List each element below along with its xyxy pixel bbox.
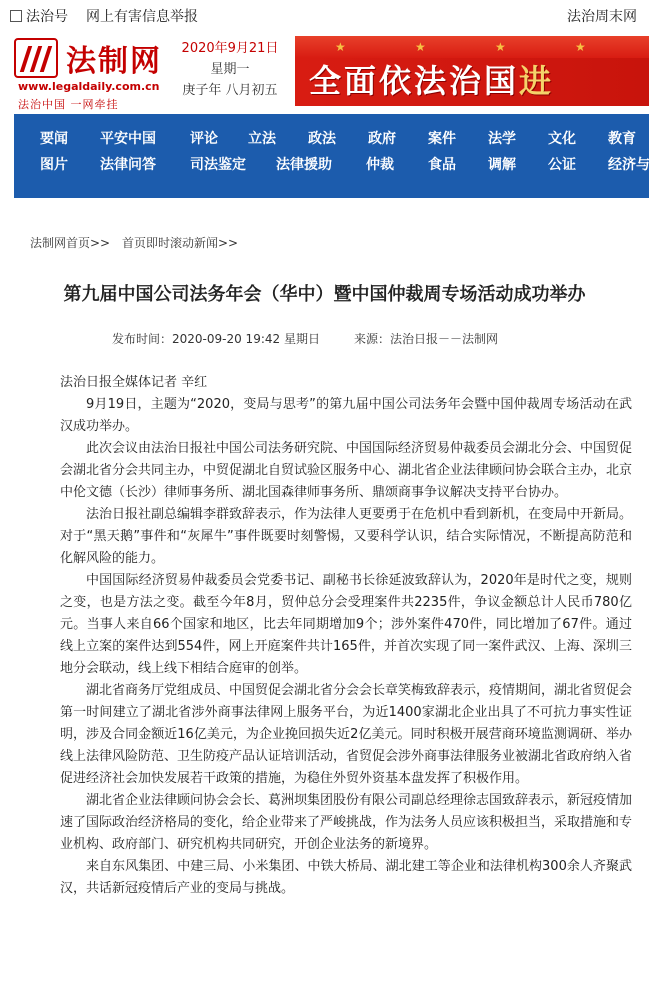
nav-item-legal-aid[interactable]: 法律援助 <box>276 157 332 173</box>
nav-item-culture[interactable]: 文化 <box>548 131 576 147</box>
article-paragraph: 来自东风集团、中建三局、小米集团、中铁大桥局、湖北建工等企业和法律机构300余人齐聚武汉，共话新冠疫情后产业的变局与挑战。 <box>60 859 632 896</box>
top-links <box>10 6 216 26</box>
nav-item-pictures[interactable]: 图片 <box>40 157 68 173</box>
logo-brand: 法制网 <box>66 44 162 79</box>
breadcrumb-home[interactable]: 法制网首页>> <box>30 236 111 250</box>
weekday: 星期一 <box>210 62 250 77</box>
date-panel <box>180 38 280 101</box>
star-icon: ★ <box>415 40 426 54</box>
gregorian-date: 2020年9月21日 <box>181 41 279 56</box>
nav-item-cases[interactable]: 案件 <box>428 131 456 147</box>
breadcrumb-section[interactable]: 首页即时滚动新闻>> <box>121 236 239 250</box>
breadcrumb <box>30 234 246 251</box>
publish-time: 发布时间：2020-09-20 19:42 星期日 <box>112 332 320 346</box>
banner-text: 全面依法治国进 <box>309 62 555 100</box>
site-logo[interactable] <box>14 36 164 111</box>
link-fazhihao[interactable]: 法治号 <box>26 9 68 25</box>
star-icon: ★ <box>575 40 586 54</box>
nav-item-arbitration[interactable]: 仲裁 <box>366 157 394 173</box>
nav-item-politics-law[interactable]: 政法 <box>308 131 336 147</box>
star-icon: ★ <box>495 40 506 54</box>
article-paragraph: 湖北省企业法律顾问协会会长、葛洲坝集团股份有限公司副总经理徐志国致辞表示，新冠疫情加速了国际政治经济格局的变化，给企业带来了严峻挑战，作为法务人员应该积极担当，采取措施和专业机构、政府部门、研究机构共同研究，开创企业法务的新境界。 <box>60 793 633 852</box>
nav-item-forensics[interactable]: 司法鉴定 <box>190 157 246 173</box>
nav-item-economy-law[interactable]: 经济与法 <box>608 157 664 173</box>
article-body <box>60 372 632 900</box>
star-icon: ★ <box>335 40 346 54</box>
nav-item-safe-china[interactable]: 平安中国 <box>100 131 156 147</box>
article-paragraph: 法治日报社副总编辑李群致辞表示，作为法律人更要勇于在危机中看到新机，在变局中开新局。对于“黑天鹅”事件和“灰犀牛”事件既要时刻警惕，又要科学认识，结合实际情况，不断提高防范和化解风险的能力。 <box>60 507 633 566</box>
lunar-date: 庚子年 八月初五 <box>182 83 278 98</box>
site-header <box>0 30 649 110</box>
article-source: 来源：法治日报－－法制网 <box>354 332 499 346</box>
checkbox-icon <box>10 10 22 22</box>
nav-item-notarization[interactable]: 公证 <box>548 157 576 173</box>
top-bar <box>0 0 649 30</box>
article-paragraph: 此次会议由法治日报社中国公司法务研究院、中国国际经济贸易仲裁委员会湖北分会、中国贸促会湖北省分会共同主办，中贸促湖北自贸试验区服务中心、湖北省企业法律顾问协会联合主办，北京中伦文德（长沙）律师事务所、湖北国森律师事务所、鼎颂商事争议解决支持平台协办。 <box>60 441 633 500</box>
nav-row-2 <box>14 154 664 180</box>
article-paragraph: 湖北省商务厅党组成员、中国贸促会湖北省分会会长章笑梅致辞表示，疫情期间，湖北省贸促会第一时间建立了湖北省涉外商事法律网上服务平台，为近1400家湖北企业出具了不可抗力事实性证明，涉及合同金额近16亿美元，为企业挽回损失近2亿美元。同时积极开展营商环境监测调研、举办线上法律风险防范、卫生防疫产品认证培训活动，省贸促会涉外商事法律服务业被湖北省政府纳入省促进经济社会加快发展若干政策的措施，为稳住外贸外资基本盘发挥了积极作用。 <box>60 683 633 786</box>
nav-row-1 <box>14 128 649 154</box>
nav-item-mediation[interactable]: 调解 <box>488 157 516 173</box>
article-paragraph: 9月19日，主题为“2020，变局与思考”的第九届中国公司法务年会暨中国仲裁周专场活动在武汉成功举办。 <box>60 397 632 434</box>
nav-item-law-study[interactable]: 法学 <box>488 131 516 147</box>
logo-url: www.legaldaily.com.cn <box>18 80 160 93</box>
header-banner[interactable] <box>295 36 649 106</box>
main-nav <box>14 114 664 198</box>
link-fazhi-weekend[interactable]: 法治周末网 <box>567 9 637 25</box>
article-meta <box>112 330 499 347</box>
nav-item-government[interactable]: 政府 <box>368 131 396 147</box>
nav-item-comment[interactable]: 评论 <box>190 131 218 147</box>
link-harmful-info-report[interactable]: 网上有害信息举报 <box>86 9 198 25</box>
banner-flag <box>295 36 649 58</box>
nav-item-food[interactable]: 食品 <box>428 157 456 173</box>
logo-slogan: 法治中国 一网牵挂 <box>18 98 119 111</box>
article-byline: 法治日报全媒体记者 辛红 <box>60 375 208 390</box>
nav-item-legislation[interactable]: 立法 <box>248 131 276 147</box>
article-title: 第九届中国公司法务年会（华中）暨中国仲裁周专场活动成功举办 <box>63 284 586 305</box>
nav-item-news[interactable]: 要闻 <box>40 131 68 147</box>
article-paragraph: 中国国际经济贸易仲裁委员会党委书记、副秘书长徐延波致辞认为，2020年是时代之变，规则之变，也是方法之变。截至今年8月，贸仲总分会受理案件共2235件，争议金额总计人民币780亿元。当事人来自66个国家和地区，比去年同期增加9个；涉外案件470件，同比增加了67件。通过线上立案的案件达到554件，网上开庭案件共计165件，并首次实现了同一案件武汉、上海、深圳三地分会联动，线上线下相结合庭审的创举。 <box>60 573 632 676</box>
logo-mark-icon <box>14 38 58 78</box>
nav-item-legal-qa[interactable]: 法律问答 <box>100 157 156 173</box>
nav-item-education[interactable]: 教育 <box>608 131 636 147</box>
